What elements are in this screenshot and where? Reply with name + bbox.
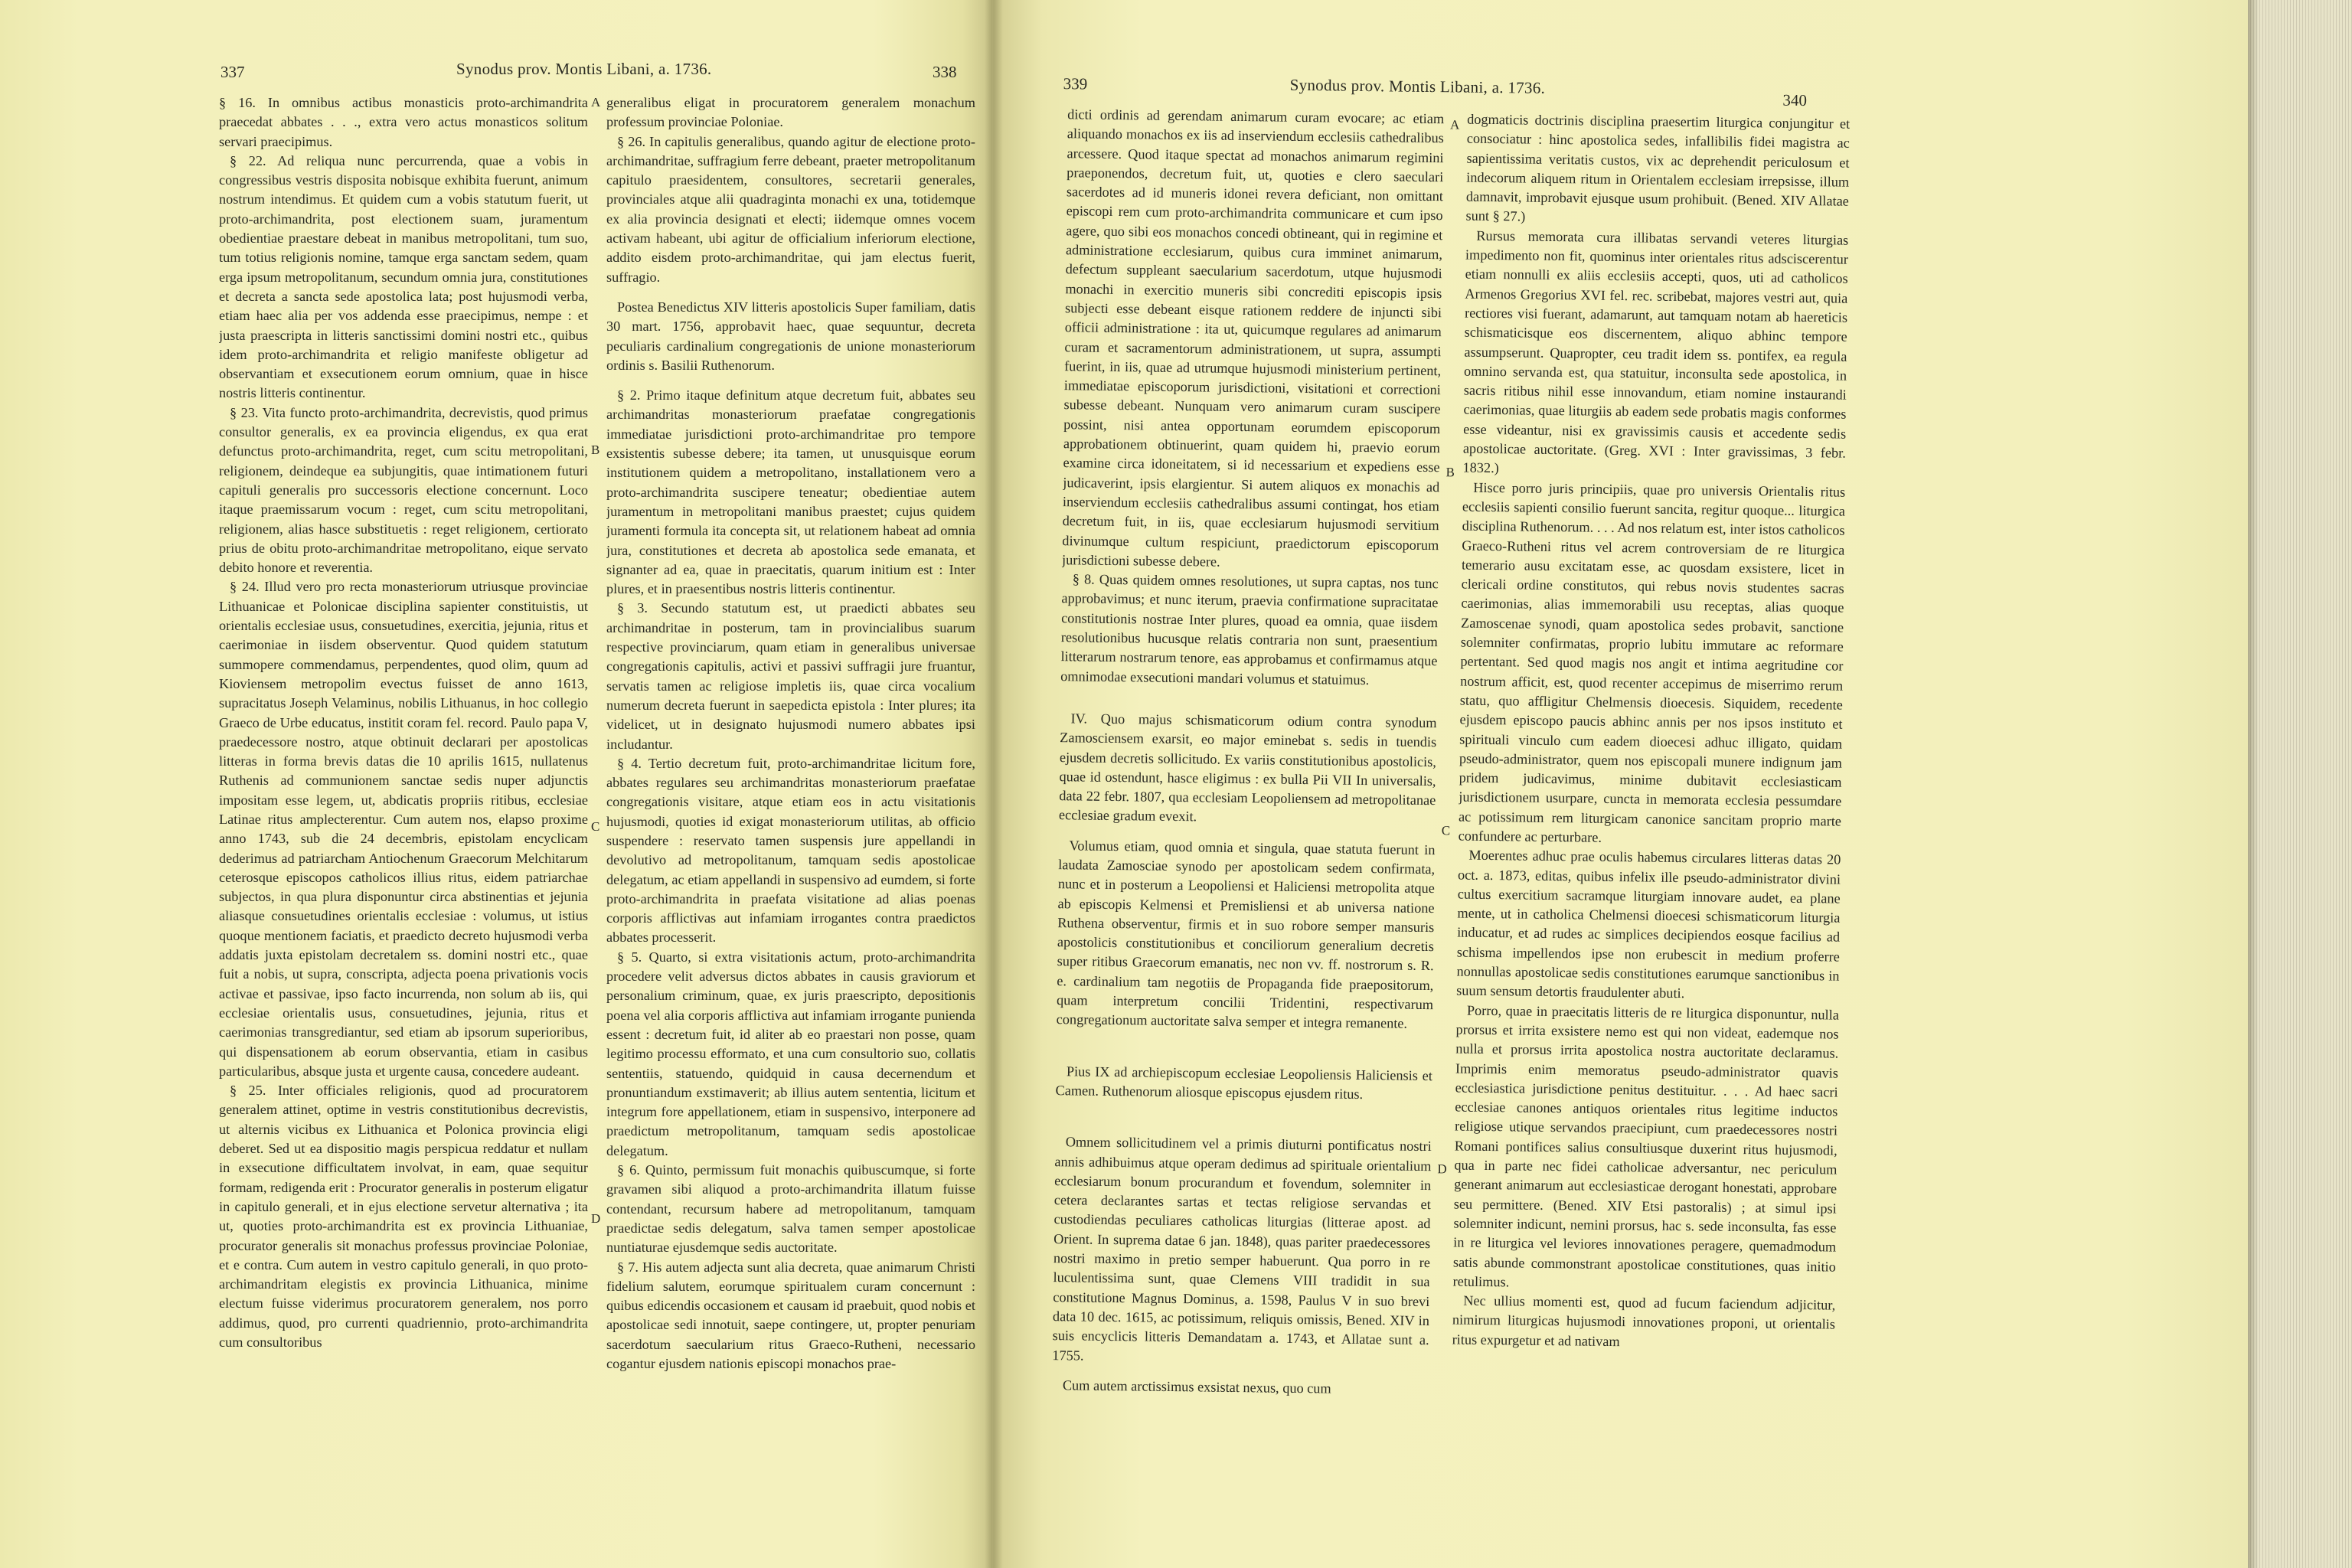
left-page-column-2: [606, 93, 975, 1560]
paragraph: § 2. Primo itaque definitum atque decretum fuit, abbates seu archimandritas monasteriorum praefatae congregationis immediatae jurisdictioni proto-archimandritae pro tempore exsistentis subesse debere; ita tamen, ut unusquisque eorum institutionem quidem a metropolitano, installationem vero a proto-archimandrita suscipere teneatur; obedientiae autem juramentum in metropolitani manibus praestet; cujus quidem juramenti formula ita concepta sit, ut relationem habeat ad omnia jura, constitutiones et decreta ab apostolica sede emanata, et signanter ad ea, quae in praecitatis, quarum initium est : Inter plures, et in praesentibus nostris litteris continentur.: [606, 387, 975, 597]
right-page-column-1: [1050, 105, 1444, 1549]
paragraph: IV. Quo majus schismaticorum odium contra synodum Zamosciensem exarsit, eo major eminebat s. sedis in tuendis ejusdem decretis sollicitudo. Ex variis constitutionibus apostolicis, quae id ostendunt, hasce eligimus : ex bulla Pii VII In universalis, data 22 febr. 1807, qua ecclesiam Leopoliensem ad metropolitanae ecclesiae gradum evexit.: [1058, 710, 1437, 825]
right-page: [992, 0, 2248, 1568]
book-gutter: [985, 0, 1003, 1568]
paragraph: § 25. Inter officiales religionis, quod ad procuratorem generalem attinet, optime in vestris constitutionibus decrevistis, ut alternis vicibus ex Lithuanica et Polonica provincia eligi deberet. Sed ut ea dispositio magis perspicua reddatur et nullam in exsecutione difficultatem involvat, in eam, quae sequitur formam, redigenda erit : Procurator generalis in posterum eligatur in capitulo generali, et in ejus electione servetur alternativa ; ita ut, quoties proto-archimandrita est ex provincia Lithuaniae, procurator generalis sit monachus professus provinciae Poloniae, et e contra. Cum autem in vestro capitulo generali, in quo proto-archimandritam elegistis ex provincia Lithuanica, minime electum fuisse viderimus procuratorem generalem, nos porro addimus, quod, pro currenti quadriennio, proto-archimandrita cum consultoribus: [219, 1083, 588, 1350]
margin-marker-b: B: [1446, 465, 1455, 480]
margin-marker-d: D: [1437, 1161, 1447, 1177]
paragraph: dicti ordinis ad gerendam animarum curam evocare; ac etiam aliquando monachos ex iis ad inserviendum ecclesiis cathedralibus arcessere. Quod itaque spectat ad monachos animarum regimini praeponendos, decretum fuit, ut, quoties e clero saeculari sacerdotes ad id muneris idonei revera deficiant, non omittant episcopi rem cum proto-archimandrita communicare et cum ipso agere, quo sibi eos monachos concedi obtineant, qui in regimine et administratione ecclesiarum, quibus cura imminet animarum, defectum suppleant saecularium sacerdotum, utque hujusmodi monachi in exercitio muneris sibi concrediti episcopis ipsis subjecti esse debeant eisque rationem reddere de injuncti sibi officii administratione : ita ut, quicumque regulares ad animarum curam et sacramentorum administrationem, ut supra, assumpti fuerint, in iis, quae ad utrumque hujusmodi ministerium pertinent, immediatae episcoporum jurisdictioni, visitationi et correctioni subesse debeant. Nunquam vero animarum curam suscipere possint, nisi antea opportunam eorumdem episcoporum approbationem obtinuerint, quam quidem hi, praevio eorum examine circa idoneitatem, si id necessarium et expediens esse judicaverint, ipsis elargientur. Si autem aliquos ex monachis ad inserviendum ecclesiis cathedralibus assumi contingat, hos etiam decretum fuit, in iis, quae ecclesiarum hujusmodi servitium divinumque cultum respiciunt, praedictorum episcoporum jurisdictioni subesse debere.: [1061, 106, 1445, 570]
paragraph: Volumus etiam, quod omnia et singula, quae statuta fuerunt in laudata Zamosciae synodo per apostolicam sedem confirmata, nunc et in posterum a Leopoliensi et Haliciensi metropolita atque ab episcopis Kelmensi et Premisliensi et ab universa natione Ruthena observentur, firmis et in suo robore semper mansuris apostolicis constitutionibus et conciliorum generalium decretis super ritibus Graecorum emanatis, nec non vv. ff. nostrorum s. R. e. cardinalium tam negotiis de Propaganda fide praepositorum, quam interpretum concilii Tridentini, respectivarum congregationum auctoritate salva semper et integra remanente.: [1056, 837, 1436, 1032]
paragraph: § 4. Tertio decretum fuit, proto-archimandritae licitum fore, abbates regulares seu archimandritas monasteriorum praefatae congregationis visitare, atque etiam eos in actu visitationis hujusmodi, quoties id exigat monasteriorum utilitas, ab officio suspendere : reservato tamen suspensis jure appellandi in devolutivo ad metropolitanum, tamquam sedis apostolicae delegatum, ac etiam appellandi in suspensivo ad eumdem, si forte proto-archimandrita in praefata visitatione ad alias poenas corporis afflictivas aut infamiam irrogantes contra praedictos abbates processerit.: [606, 755, 975, 946]
paragraph: § 26. In capitulis generalibus, quando agitur de electione proto-archimandritae, suffragium ferre debeant, praeter metropolitanum capitulo praesidentem, consultores, secretarii generales, provinciales atque alii quadraginta monachi ex una, totidemque ex alia provincia designati et electi; iidemque omnes vocem activam habeant, ubi agitur de officialium inferiorum electione, addito eisdem proto-archimandritae, qui jam electus fuerit, suffragio.: [606, 133, 975, 285]
paragraph: Pius IX ad archiepiscopum ecclesiae Leopoliensis Haliciensis et Camen. Ruthenorum aliosque episcopus ejusdem ritus.: [1055, 1063, 1433, 1102]
left-page: [0, 0, 992, 1568]
paragraph: § 8. Quas quidem omnes resolutiones, ut supra captas, nos tunc approbavimus; et nunc iterum, praevia confirmatione supracitatae constitutionis nostrae Inter plures, quoad ea omnia, quae iisdem resolutionibus hucusque relatis contraria non sunt, praesentium litterarum nostrarum tenore, eas approbamus et confirmamus atque omnimodae exsecutioni mandari volumus et statuimus.: [1060, 571, 1439, 688]
paragraph: Omnem sollicitudinem vel a primis diuturni pontificatus nostri annis adhibuimus atque operam dedimus ad spirituale orientalium ecclesiarum bonum procurandum et fovendum, solemniter in cetera declarantes sartas et tectas religiose servandas et custodiendas peculiares catholicas liturgias (litterae apost. ad Orient. In suprema datae 6 jan. 1848), quas pariter praedecessores nostri maximo in pretio semper habuerunt. Qua porro in re luculentissima sunt, quae Clemens VIII tradidit in sua constitutione Magnus Dominus, a. 1598, Paulus V in suo brevi data 10 dec. 1615, ac potissimum, reliquis omissis, Bened. XIV in suis encyclicis litteris Demandatam a. 1743, et Allatae sunt a. 1755.: [1052, 1134, 1432, 1364]
paragraph: § 16. In omnibus actibus monasticis proto-archimandrita praecedat abbates . . ., extra vero actus monasticos solitum servari praecipimus.: [219, 95, 588, 149]
page-edges: [2248, 0, 2352, 1568]
margin-marker-d: D: [591, 1211, 601, 1226]
paragraph: § 5. Quarto, si extra visitationis actum, proto-archimandrita procedere velit adversus dictos abbates in causis graviorum et personalium criminum, quae, ex juris praescripto, depositionis poena vel alia corporis afflictiva aut infamiam irrogante punienda essent : decretum fuit, id aliter ab eo praestari non posse, quam legitimo processu efformato, et una cum consultorio suo, collatis sententiis, statuendo, quidquid in causa decernendum et pronuntiandum exstimaverit; ab illius autem sententia, licitum et integrum fore appellationem, etiam in suspensivo, interponere ad praedictum metropolitanum, tamquam sedis apostolicae delegatum.: [606, 949, 975, 1158]
margin-marker-a: A: [591, 95, 601, 109]
margin-marker-c: C: [591, 819, 600, 834]
running-head-right: Synodus prov. Montis Libani, a. 1736.: [1289, 75, 1546, 97]
paragraph: § 3. Secundo statutum est, ut praedicti abbates seu archimandritae in posterum, tam in provincialibus suarum respective provinciarum, quam etiam in generalibus universae congregationis capitulis, activi et passivi suffragii jure fruantur, servatis tamen ac religiose impletis iis, quae circa vocalium numerum decreta fuerunt in saepedicta epistola : Inter plures; ita videlicet, ut in designato hujusmodi numero abbates ipsi includantur.: [606, 600, 975, 752]
margin-marker-a: A: [1449, 117, 1460, 132]
page-number-338: 338: [933, 63, 957, 81]
page-number-340: 340: [1782, 90, 1808, 110]
paragraph: § 6. Quinto, permissum fuit monachis quibuscumque, si forte gravamen sibi aliquod a proto-archimandrita illatum fuisse contendant, recursum habere ad metropolitanum, tamquam praedictae sedis delegatum, salva tamen semper apostolicae nuntiaturae ejusdemque sedis auctoritate.: [606, 1162, 975, 1256]
paragraph: dogmaticis doctrinis disciplina praesertim liturgica conjungitur et consociatur : hinc apostolica sedes, infallibilis fidei magistra ac sapientissima veritatis custos, vix ac deprehendit periculosum et indecorum aliquem ritum in Orientalem ecclesiam irrepsisse, illum damnavit, improbavit ejusque usum prohibuit. (Bened. XIV Allatae sunt § 27.): [1465, 111, 1851, 225]
left-page-column-1: [219, 93, 588, 1560]
margin-marker-c: C: [1441, 823, 1451, 838]
right-page-column-2: [1449, 110, 1850, 1554]
paragraph: Hisce porro juris principiis, quae pro universis Orientalis ritus ecclesiis sapienti consilio fuerunt sancita, regitur quoque... liturgica disciplina Ruthenorum. . . . Ad nos relatum est, inter istos catholicos Graeco-Rutheni ritus vel acrem controversiam de re liturgica temerario ausu excitatam esse, ac quosdam exsistere, licet in clericali ordine constitutos, qui rebus novis studentes sacras caerimonias, alias immemorabili usu receptas, alias quoque Zamoscenae synodi, quam apostolica sedes probavit, sanctione solemniter confirmatas, proprio lubitu immutare ac reformare pertentant. Sed quod magis nos angit et intima aegritudine cor nostrum afficit, est, quod recenter accepimus de miserrimo rerum statu, quo affligitur Chelmensis dioecesis. Siquidem, recedente ejusdem episcopo paucis abhinc annis per nos ipsos instituto et spirituali vinculo cum eadem dioecesi adhuc illigato, quidam pseudo-administrator, quem nos episcopali munere indignum jam pridem judicavimus, minime dubitavit ecclesiasticam jurisdictionem usurpare, cuncta in memorata ecclesia pessumdare ac potissimum rem liturgicam canonice sancitam proprio marte confundere ac perturbare.: [1458, 479, 1846, 845]
paragraph: Nec ullius momenti est, quod ad fucum faciendum adjicitur, nimirum liturgicas hujusmodi innovationes proponi, ut orientalis ritus expurgetur et ad nativam: [1452, 1292, 1836, 1349]
page-edges-shadow: [2248, 0, 2259, 1568]
paragraph: Porro, quae in praecitatis litteris de re liturgica disponuntur, nulla prorsus et irrita exsistere nemo est qui non videat, eademque nos nulla et prorsus irrita apostolica nostra auctoritate declaramus. Imprimis enim memoratus pseudo-administrator quavis ecclesiastica jurisdictione penitus destituitur. . . . Ad haec sacri ecclesiae canones antiquos orientales ritus legitime inductos religiose utique servandos praecipiunt, cum praedecessores nostri Romani pontifices salius consultiusque duxerint ritus hujusmodi, qua in parte nec fidei catholicae adversantur, nec periculum generant animarum aut ecclesiasticae derogant honestati, approbare seu permittere. (Bened. XIV Etsi pastoralis) ; at simul ipsi solemniter indicunt, nemini prorsus, hac s. sede inconsulta, fas esse in re liturgica vel leviores innovationes peragere, quemadmodum satis abunde commonstrant apostolicae constitutiones, quas initio retulimus.: [1452, 1002, 1840, 1290]
margin-marker-b: B: [591, 443, 600, 457]
paragraph: § 24. Illud vero pro recta monasteriorum utriusque provinciae Lithuanicae et Polonicae disciplina sapienter constituistis, ut orientalis ecclesiae usus, consuetudines, exercitia, jejunia, ritus et caerimoniae in iisdem observentur. Quod quidem statutum summopere commendamus, perpendentes, quod olim, quum ad Kioviensem metropolim evectus fuisset de anno 1613, supracitatus Joseph Velaminus, nobilis Lithuanus, in hoc collegio Graeco de Urbe educatus, institit coram fel. record. Paulo papa V, praedecessore nostro, atque obtinuit declarari per apostolicas litteras in forma brevis datas die 10 aprilis 1615, nullatenus Ruthenis ad communionem sanctae sedis nuper adjunctis impositam esse legem, ut, abdicatis propriis ritibus, ecclesiae Latinae ritus amplecterentur. Cum autem nos, elapso proxime anno 1743, sub die 24 decembris, epistolam encyclicam dederimus ad patriarcham Antiochenum Graecorum Melchitarum ceterosque episcopos catholicos illius ritus, eidem patriarchae subjectos, in qua plura disponuntur circa abstinentias et jejunia aliasque consuetudines orientalis ecclesiae : volumus, ut istius quoque mentionem faciatis, et praedicto decreto hujusmodi verba addatis juxta epistolam decretalem ss. domini nostri etc., quae fuit a nobis, ut supra, conscripta, adjecta poena privationis vocis activae et passivae, ipso facto incurrenda, non solum ab iis, qui ecclesiae orientalis usus, consuetudines, jejunia, ritus et caerimonias transgrediantur, sed etiam ab ipsorum superioribus, qui dispensationem ab eorum observantia, etiam in casibus particularibus, absque justa et urgente causa, concedere audeant.: [219, 579, 588, 1079]
paragraph: § 22. Ad reliqua nunc percurrenda, quae a vobis in congressibus vestris disposita nobisque exhibita fuerunt, animum nostrum intendimus. Et quidem cum a vobis statutum fuerit, ut proto-archimandrita, post electionem suam, juramentum obedientiae praestare debeat in manibus metropolitani, tum suo, tum totius religionis nomine, tamque erga sanctam sedem, quam erga ipsum metropolitanum, secundum omnia jura, constitutiones et decreta a sancta sede apostolica lata; post hujusmodi verba, etiam haec alia per vos addenda esse praecipimus, nempe : et justa praescripta in litteris sanctissimi domini nostri etc., quibus idem proto-archimandrita et religio manifeste obligetur ad observantiam et exsecutionem eorum omnium, quae in hisce nostris litteris continentur.: [219, 152, 588, 401]
paragraph: Postea Benedictus XIV litteris apostolicis Super familiam, datis 30 mart. 1756, approbavit haec, quae sequuntur, decreta peculiaris cardinalium congregationis de unione monasteriorum ordinis s. Basilii Ruthenorum.: [606, 299, 975, 373]
paragraph: generalibus eligat in procuratorem generalem monachum professum provinciae Poloniae.: [606, 95, 975, 130]
paragraph: Cum autem arctissimus exsistat nexus, quo cum: [1062, 1377, 1331, 1396]
paragraph: Moerentes adhuc prae oculis habemus circulares litteras datas 20 oct. a. 1873, editas, quibus infelix ille pseudo-administrator divini cultus exercitium sacramque liturgiam innovare audet, ea plane mente, ut in catholica Chelmensi dioecesi schismaticorum liturgia inducatur, et ad rudes ac simplices decipiendos eosque facilius ad schisma impellendos ipse non erubescit in medium proferre nonnullas apostolicae sedis constitutiones earumque sanctionibus in suum sensum detortis fraudulenter abuti.: [1456, 847, 1841, 1001]
paragraph: § 23. Vita functo proto-archimandrita, decrevistis, quod primus consultor generalis, ex ea provincia eligendus, ex qua erat defunctus proto-archimandrita, reget, cum scitu metropolitani, religionem, deindeque ea subjungitis, quae intimationem futuri capituli generalis pro successoris electione concernunt. Loco itaque praemissarum vocum : reget, cum scitu metropolitani, religionem, alias hasce substituetis : reget religionem, certiorato prius de obitu proto-archimandritae metropolitano, eique servato debito honore et reverentia.: [219, 404, 588, 576]
paragraph: Rursus memorata cura illibatas servandi veteres liturgias impedimento non fit, quominus inter orientales ritus adsciscerentur etiam nonnulli ex aliis ecclesiis accepti, quos, uti ad catholicos Armenos Gregorius XVI fel. rec. scribebat, majores vestri aut, quia rectiores visi fuerant, adamarunt, aut tamquam notam ab haereticis schismaticisque eos discernentem, aliquo abhinc tempore assumpserunt. Quapropter, ceu tradit idem ss. pontifex, ea regula omnino servanda est, qua statuitur, inconsulta sede apostolica, in sacris ritibus nihil esse innovandum, etiam nomine instaurandi caerimonias, quae liturgiis ab eadem sede probatis magis conformes esse videantur, nisi ex gravissimis causis et accedente sedis apostolicae auctoritate. (Greg. XVI : Inter gravissimas, 3 febr. 1832.): [1462, 227, 1849, 476]
page-number-337: 337: [220, 63, 245, 81]
page-number-339: 339: [1063, 74, 1088, 93]
running-head-left: Synodus prov. Montis Libani, a. 1736.: [456, 60, 712, 78]
paragraph: § 7. His autem adjecta sunt alia decreta, quae animarum Christi fidelium salutem, eorumque spiritualem curam concernunt : quibus edicendis occasionem et causam id praebuit, quod nobis et apostolicae sedi innotuit, saepe contingere, ut, propter penuriam sacerdotum saecularium ritus Graeco-Rutheni, necessario cogantur ejusdem nationis episcopi monachos prae-: [606, 1259, 975, 1371]
